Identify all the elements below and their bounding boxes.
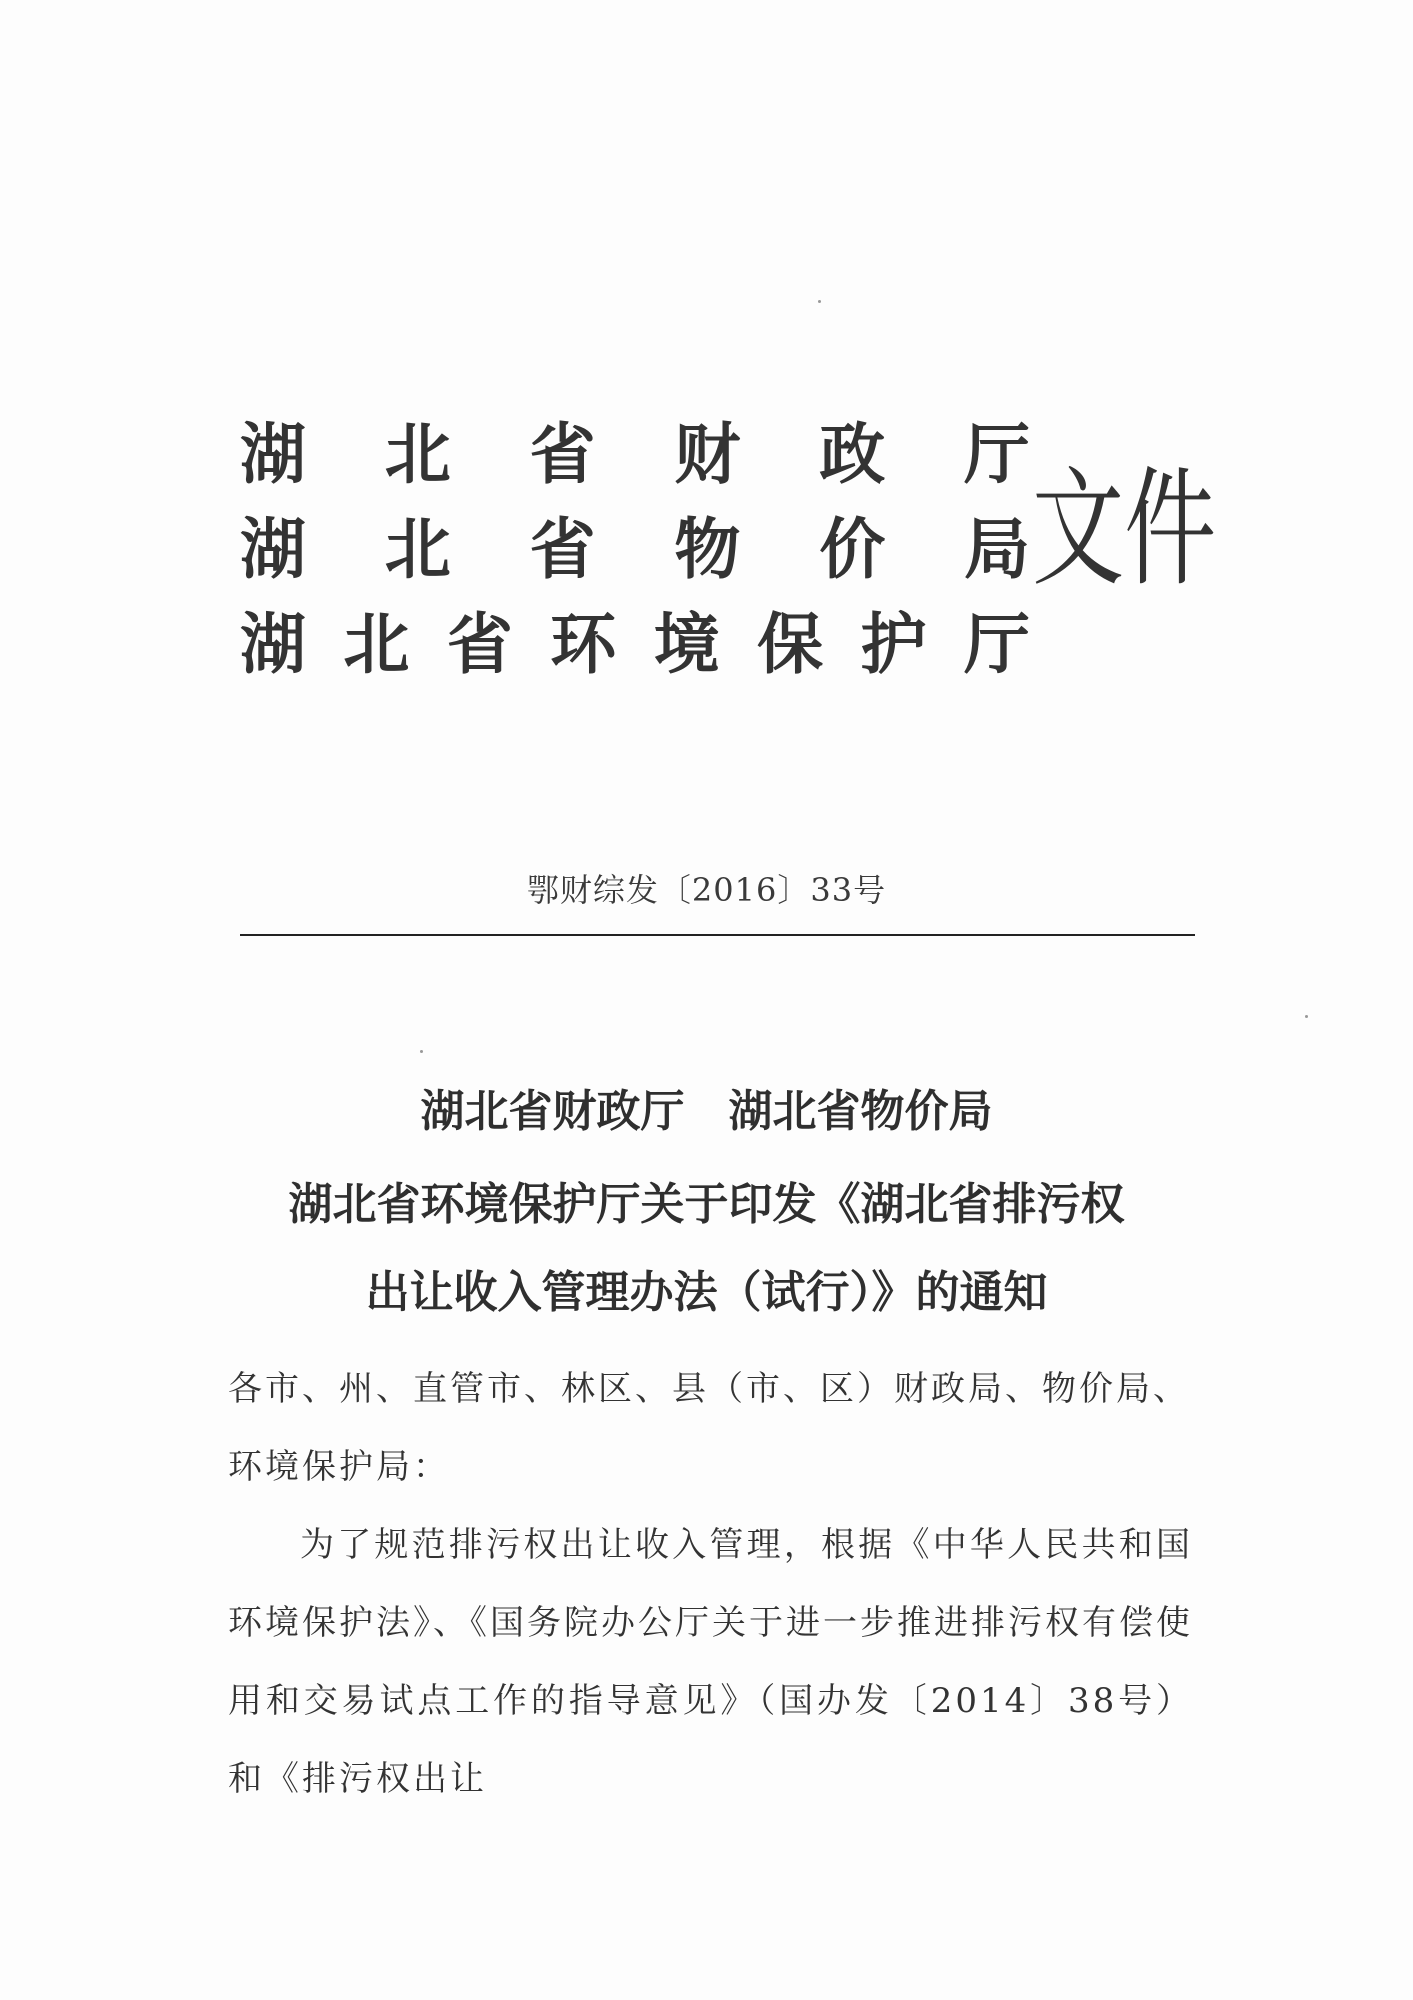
issuer-finance-department bbox=[240, 415, 1030, 495]
title-line-1: 湖北省财政厅 湖北省物价局 bbox=[420, 1086, 993, 1137]
scan-speck bbox=[818, 300, 821, 303]
header-divider bbox=[240, 934, 1195, 936]
issuer-character: 护 bbox=[860, 606, 927, 683]
issuer-character: 保 bbox=[757, 606, 824, 683]
issuer-character: 政 bbox=[819, 416, 886, 493]
scan-speck bbox=[420, 1050, 423, 1053]
issuer-character: 北 bbox=[343, 606, 410, 683]
issuer-character: 湖 bbox=[240, 416, 306, 493]
issuer-character: 价 bbox=[819, 511, 886, 588]
issuer-environmental-protection-department bbox=[240, 605, 1030, 685]
issuer-character: 厅 bbox=[963, 606, 1030, 683]
scan-speck bbox=[1305, 1015, 1308, 1018]
salutation: 各市、州、直管市、林区、县（市、区）财政局、物价局、环境保护局： bbox=[228, 1369, 1190, 1487]
title-line-3: 出让收入管理办法（试行）》的通知 bbox=[365, 1267, 1048, 1318]
issuer-character: 湖 bbox=[240, 606, 306, 683]
issuer-character: 局 bbox=[963, 511, 1030, 588]
issuer-character: 湖 bbox=[240, 511, 306, 588]
issuer-price-bureau bbox=[240, 510, 1030, 590]
issuer-character: 省 bbox=[446, 606, 513, 683]
issuer-character: 北 bbox=[384, 511, 451, 588]
title-line-2: 湖北省环境保护厅关于印发《湖北省排污权 bbox=[288, 1179, 1125, 1230]
issuer-character: 环 bbox=[550, 606, 617, 683]
body-paragraph: 为了规范排污权出让收入管理，根据《中华人民共和国环境保护法》、《国务院办公厅关于进一步推进排污权有偿使用和交易试点工作的指导意见》（国办发〔2014〕38号）和《排污权出让 bbox=[228, 1525, 1193, 1799]
document-word: 文件 bbox=[1032, 455, 1217, 604]
issuer-character: 境 bbox=[653, 606, 720, 683]
issuer-character: 物 bbox=[674, 511, 741, 588]
document-number: 鄂财综发〔2016〕33号 bbox=[526, 871, 887, 909]
issuer-character: 北 bbox=[384, 416, 451, 493]
issuer-character: 厅 bbox=[963, 416, 1030, 493]
issuer-character: 省 bbox=[529, 416, 596, 493]
issuer-character: 省 bbox=[529, 511, 596, 588]
issuer-character: 财 bbox=[674, 416, 741, 493]
